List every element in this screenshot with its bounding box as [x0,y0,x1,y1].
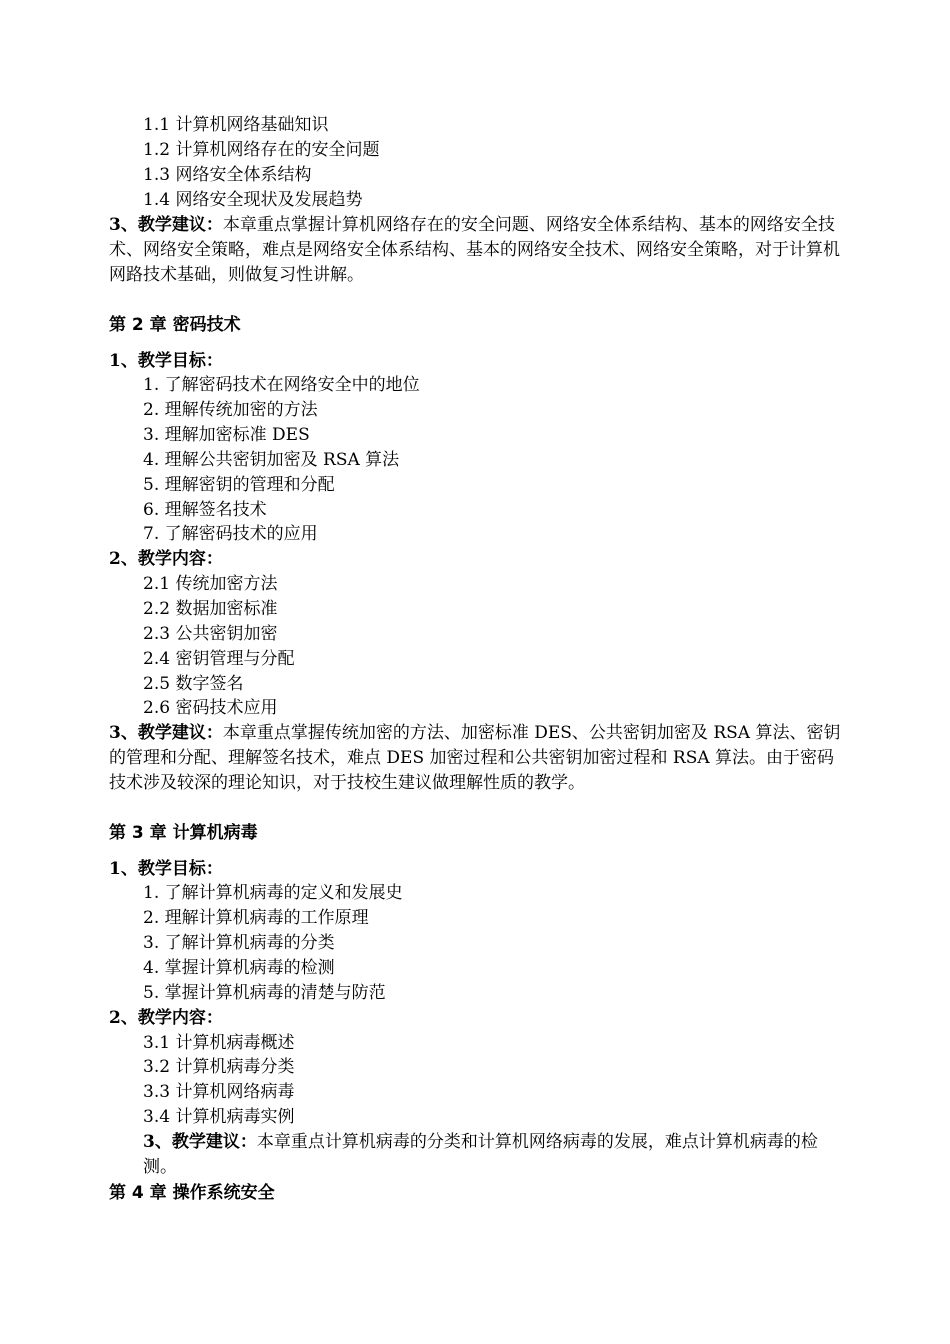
ch2-goal-item: 7. 了解密码技术的应用 [143,524,318,544]
ch1-content-item: 1.1 计算机网络基础知识 [143,115,329,135]
ch1-advice-label: 3、教学建议： [109,215,223,235]
ch1-content-item: 1.2 计算机网络存在的安全问题 [143,140,380,160]
ch2-goal-item: 4. 理解公共密钥加密及 RSA 算法 [143,450,400,470]
ch3-contents-label: 2、教学内容： [109,1008,223,1028]
ch3-content-item: 3.1 计算机病毒概述 [143,1033,295,1053]
ch3-goal-item: 3. 了解计算机病毒的分类 [143,933,335,953]
ch3-content-item: 3.4 计算机病毒实例 [143,1107,295,1127]
ch3-content-item: 3.3 计算机网络病毒 [143,1082,295,1102]
ch3-goal-item: 2. 理解计算机病毒的工作原理 [143,908,369,928]
ch2-advice-label: 3、教学建议： [109,723,223,743]
ch2-content-item: 2.2 数据加密标准 [143,599,278,619]
ch3-goal-item: 5. 掌握计算机病毒的清楚与防范 [143,983,386,1003]
ch4-title: 第 4 章 操作系统安全 [109,1183,275,1203]
ch1-advice-text: 本章重点掌握计算机网络存在的安全问题、网络安全体系结构、基本的网络安全技术、网络安全策略，难点是网络安全体系结构、基本的网络安全技术、网络安全策略，对于计算机网路技术基础，则做复习性讲解。 [109,215,840,285]
ch2-goal-item: 1. 了解密码技术在网络安全中的地位 [143,375,420,395]
ch2-goal-item: 3. 理解加密标准 DES [143,425,310,445]
ch2-goal-item: 2. 理解传统加密的方法 [143,400,318,420]
ch3-goal-item: 1. 了解计算机病毒的定义和发展史 [143,883,403,903]
ch2-content-item: 2.3 公共密钥加密 [143,624,278,644]
ch3-goals-label: 1、教学目标： [109,859,223,879]
ch1-content-item: 1.4 网络安全现状及发展趋势 [143,190,363,210]
ch3-goal-item: 4. 掌握计算机病毒的检测 [143,958,335,978]
ch3-content-item: 3.2 计算机病毒分类 [143,1057,295,1077]
ch2-advice [109,721,849,796]
ch2-title: 第 2 章 密码技术 [109,315,241,335]
ch2-content-item: 2.4 密钥管理与分配 [143,649,295,669]
ch2-advice-text: 本章重点掌握传统加密的方法、加密标准 DES、公共密钥加密及 RSA 算法、密钥的管理和分配、理解签名技术，难点 DES 加密过程和公共密钥加密过程和 RSA 算法。由于密码技术涉及较深的理论知识，对于技校生建议做理解性质的教学。 [109,723,841,793]
ch2-content-item: 2.5 数字签名 [143,674,244,694]
ch2-goal-item: 6. 理解签名技术 [143,500,267,520]
ch3-advice-label: 3、教学建议： [143,1132,257,1152]
ch2-contents-label: 2、教学内容： [109,549,223,569]
ch1-content-item: 1.3 网络安全体系结构 [143,165,312,185]
ch2-goal-item: 5. 理解密钥的管理和分配 [143,475,335,495]
ch1-advice [109,213,849,288]
ch3-advice-text: 本章重点计算机病毒的分类和计算机网络病毒的发展，难点计算机病毒的检测。 [143,1132,818,1177]
ch2-content-item: 2.1 传统加密方法 [143,574,278,594]
ch3-advice [143,1130,849,1180]
ch2-content-item: 2.6 密码技术应用 [143,698,278,718]
ch3-title: 第 3 章 计算机病毒 [109,823,258,843]
ch2-goals-label: 1、教学目标： [109,351,223,371]
